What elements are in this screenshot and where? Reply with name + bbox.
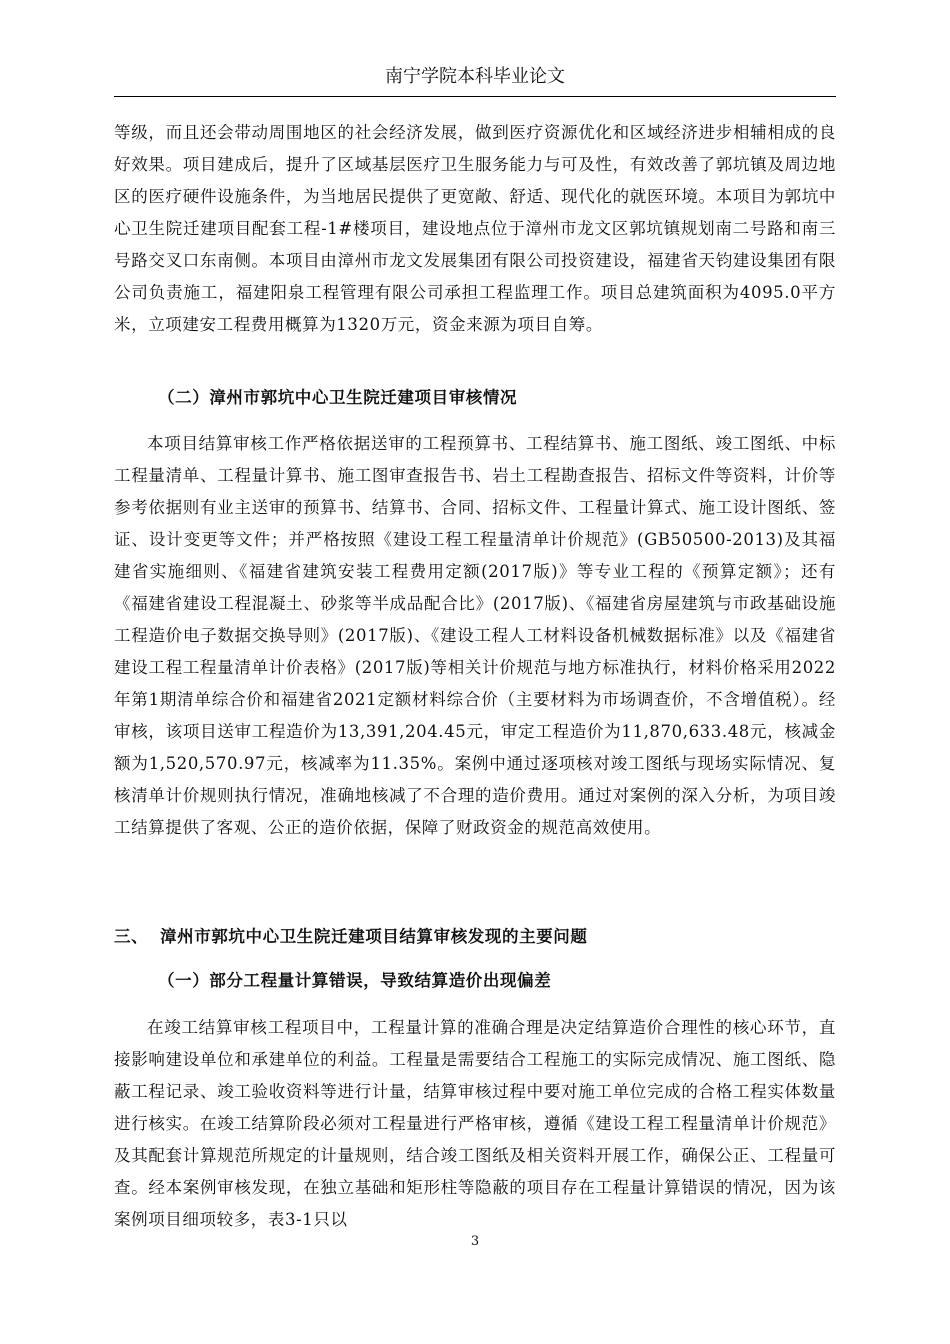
section-title: 漳州市郭坑中心卫生院迁建项目结算审核发现的主要问题 xyxy=(160,927,588,946)
paragraph-text: 在竣工结算审核工程项目中，工程量计算的准确合理是决定结算造价合理性的核心环节，直接影响建设单位和承建单位的利益。工程量是需要结合工程施工的实际完成情况、施工图纸、隐蔽工程记录、竣工验收资料等进行计量，结算审核过程中要对施工单位完成的合格工程实体数量进行核实。在竣工结算阶段必须对工程量进行严格审核，遵循《建设工程工程量清单计价规范》及其配套计算规范所规定的计量规则，结合竣工图纸及相关资料开展工作，确保公正、工程量可查。经本案例审核发现，在独立基础和矩形柱等隐蔽的项目存在工程量计算错误的情况，因为该案例项目细项较多，表3-1只以 xyxy=(114,1018,836,1229)
section-heading-2-2: （二）漳州市郭坑中心卫生院迁建项目审核情况 xyxy=(158,388,518,407)
header-divider xyxy=(114,96,836,97)
running-header: 南宁学院本科毕业论文 xyxy=(385,66,565,87)
body-paragraph-1 xyxy=(114,117,836,341)
paragraph-text: 等级，而且还会带动周围地区的社会经济发展，做到医疗资源优化和区域经济进步相辅相成的良好效果。项目建成后，提升了区域基层医疗卫生服务能力与可及性，有效改善了郭坑镇及周边地区的医疗硬件设施条件，为当地居民提供了更宽敞、舒适、现代化的就医环境。本项目为郭坑中心卫生院迁建项目配套工程-1#楼项目，建设地点位于漳州市龙文区郭坑镇规划南二号路和南三号路交叉口东南侧。本项目由漳州市龙文发展集团有限公司投资建设，福建省天钧建设集团有限公司负责施工，福建阳泉工程管理有限公司承担工程监理工作。项目总建筑面积为4095.0平方米，立项建安工程费用概算为1320万元，资金来源为项目自筹。 xyxy=(114,123,836,334)
section-heading-3 xyxy=(114,921,588,953)
page-number: 3 xyxy=(470,1234,480,1249)
paragraph-text: 本项目结算审核工作严格依据送审的工程预算书、工程结算书、施工图纸、竣工图纸、中标工程量清单、工程量计算书、施工图审查报告书、岩土工程勘查报告、招标文件等资料，计价等参考依据则有业主送审的预算书、结算书、合同、招标文件、工程量计算式、施工设计图纸、签证、设计变更等文件；并严格按照《建设工程工程量清单计价规范》(GB50500-2013)及其福建省实施细则、《福建省建筑安装工程费用定额(2017版)》等专业工程的《预算定额》；还有《福建省建设工程混凝土、砂浆等半成品配合比》(2017版)、《福建省房屋建筑与市政基础设施工程造价电子数据交换导则》(2017版)、《建设工程人工材料设备机械数据标准》以及《福建省建设工程工程量清单计价表格》(2017版)等相关计价规范与地方标准执行，材料价格采用2022年第1期清单综合价和福建省2021定额材料综合价（主要材料为市场调查价，不含增值税）。经审核，该项目送审工程造价为13,391,204.45元，审定工程造价为11,870,633.48元，核减金额为1,520,570.97元，核减率为11.35%。案例中通过逐项核对竣工图纸与现场实际情况、复核清单计价规则执行情况，准确地核减了不合理的造价费用。通过对案例的深入分析，为项目竣工结算提供了客观、公正的造价依据，保障了财政资金的规范高效使用。 xyxy=(114,434,836,837)
section-number: 三、 xyxy=(114,927,149,946)
body-paragraph-2 xyxy=(114,428,836,844)
section-heading-3-1: （一）部分工程量计算错误，导致结算造价出现偏差 xyxy=(158,971,552,990)
body-paragraph-3 xyxy=(114,1012,836,1236)
